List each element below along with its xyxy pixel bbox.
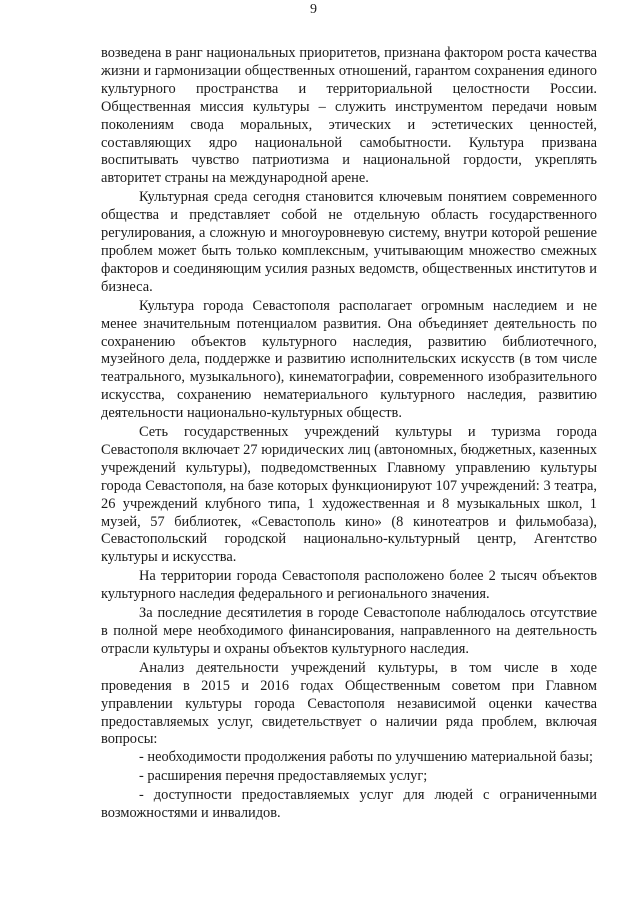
paragraph-financing: За последние десятилетия в городе Севастополе наблюдалось отсутствие в полной мере необходимого финансирования, направленного на деятельность отрасли культуры и охраны объектов культурного наследия. [101, 605, 597, 657]
body-text [101, 45, 597, 823]
paragraph-analysis: Анализ деятельности учреждений культуры, в том числе в ходе проведения в 2015 и 2016 годах Общественным советом при Главном управлении культуры города Севастополя независимой оценки качества предоставляемых услуг, свидетельствует о наличии ряда проблем, включая вопросы: [101, 659, 597, 748]
page-number: 9 [310, 2, 317, 17]
list-item-services-list: - расширения перечня предоставляемых услуг; [139, 768, 428, 785]
list-item-material-base: - необходимости продолжения работы по улучшению материальной базы; [139, 749, 593, 766]
list-item-accessibility: - доступности предоставляемых услуг для людей с ограниченными возможностями и инвалидов. [101, 787, 597, 822]
paragraph-institutions-network: Сеть государственных учреждений культуры и туризма города Севастополя включает 27 юридических лиц (автономных, бюджетных, казенных учреждений культуры), подведомственных Главному управлению культуры города Севастополя, на базе которых функционируют 107 учреждений: 3 театра, 26 учреждений клубного типа, 1 художественная и 8 музыкальных школ, 1 музей, 57 библиотек, «Севастополь кино» (8 кинотеатров и фильмобаза), Севастопольский городской национально-культурный центр, Агентство культуры и искусства. [101, 424, 597, 566]
paragraph-heritage-objects: На территории города Севастополя расположено более 2 тысяч объектов культурного наследия федерального и регионального значения. [101, 568, 597, 603]
paragraph-sevastopol-heritage: Культура города Севастополя располагает огромным наследием и не менее значительным потенциалом развития. Она объединяет деятельность по сохранению объектов культурного наследия, развитию библиотечного, музейного дела, поддержке и развитию исполнительских искусств (в том числе театрального, музыкального), кинематографии, современного изобразительного искусства, сохранению нематериального культурного наследия, развитию деятельности национально-культурных обществ. [101, 297, 597, 422]
paragraph-cultural-environment: Культурная среда сегодня становится ключевым понятием современного общества и представляет собой не отдельную область государственного регулирования, а сложную и многоуровневую систему, внутри которой решение проблем может быть только комплексным, учитывающим множество смежных факторов и соединяющим усилия разных ведомств, общественных институтов и бизнеса. [101, 189, 597, 295]
paragraph-culture-mission: возведена в ранг национальных приоритетов, признана фактором роста качества жизни и гармонизации общественных отношений, гарантом сохранения единого культурного пространства и территориальной целостности России. Общественная миссия культуры – служить инструментом передачи новым поколениям свода моральных, этических и эстетических ценностей, составляющих ядро национальной самобытности. Культура призвана воспитывать чувство патриотизма и национальной гордости, укреплять авторитет страны на международной арене. [101, 45, 597, 187]
